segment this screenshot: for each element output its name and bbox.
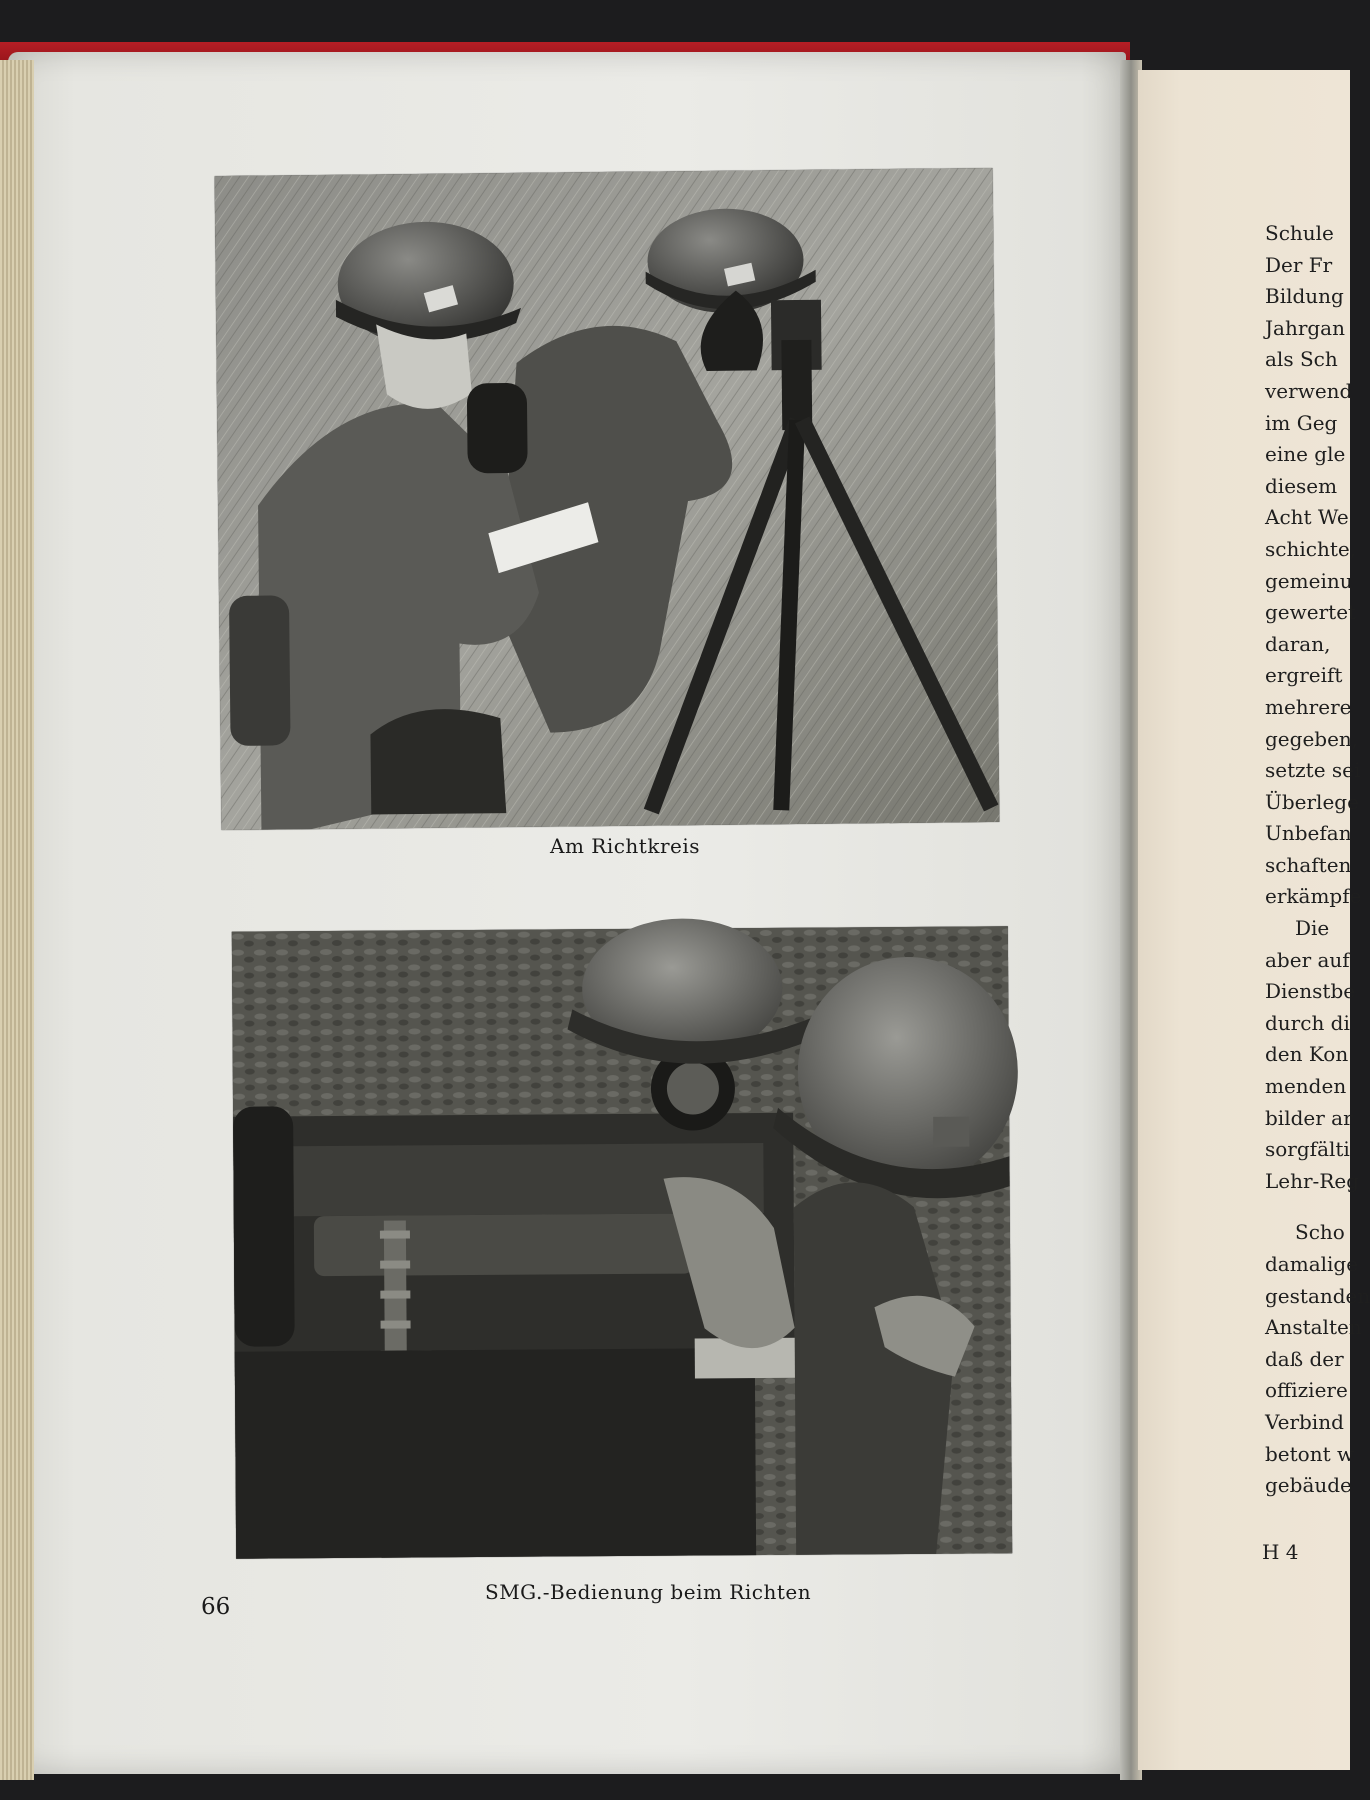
caption-aiming-circle: Am Richtkreis (550, 834, 701, 858)
text-line: setzte sei (1265, 758, 1361, 783)
paragraph-gap (1265, 1197, 1350, 1217)
text-line: Unbefan (1265, 821, 1352, 846)
text-line: Dienstbe (1265, 979, 1356, 1004)
text-line: sorgfälti (1265, 1137, 1350, 1162)
text-line: Jahrgan (1265, 315, 1345, 340)
text-line: den Kon (1265, 1042, 1349, 1067)
text-line: damalige (1265, 1252, 1359, 1276)
text-line: Verbind (1265, 1409, 1344, 1434)
right-page-text-column (1265, 218, 1370, 1502)
text-line: gemeinu (1265, 568, 1353, 593)
text-line: Der Fr (1265, 252, 1333, 277)
photo-machine-gun-crew (232, 926, 1012, 1558)
text-line: daran, (1265, 631, 1331, 656)
text-line: gestanden (1265, 1283, 1370, 1308)
text-line: im Geg (1265, 410, 1338, 435)
text-line: schichte, (1265, 536, 1357, 561)
text-line: Scho (1295, 1220, 1345, 1245)
text-line: Bildung (1265, 284, 1344, 309)
photo-machine-gun-crew-image (232, 926, 1012, 1558)
text-line: Anstalten (1265, 1315, 1362, 1340)
text-line: gewertet (1265, 600, 1357, 625)
text-line: verwend (1265, 378, 1353, 403)
text-line: Die (1295, 916, 1330, 941)
text-line: diesem (1265, 473, 1338, 498)
text-line: eine gle (1265, 442, 1346, 467)
text-line: menden (1265, 1074, 1347, 1099)
text-line: aber auf (1265, 947, 1350, 972)
text-line: betont w (1265, 1441, 1355, 1466)
page-block-edge (0, 60, 34, 1780)
text-line: bilder ar (1265, 1105, 1353, 1130)
text-line: Überlege (1265, 789, 1359, 814)
page-number: 66 (201, 1594, 231, 1620)
text-line: daß der (1265, 1346, 1344, 1371)
text-line: als Sch (1265, 347, 1338, 372)
printer-signature-mark: H 4 (1262, 1540, 1299, 1564)
photo-aiming-circle (215, 168, 1000, 830)
text-line: ergreift (1265, 663, 1343, 688)
text-line: gebäude (1265, 1473, 1352, 1498)
text-line: Acht We (1265, 505, 1349, 530)
photo-aiming-circle-image (215, 168, 1000, 830)
text-line: offiziere (1265, 1378, 1348, 1403)
text-line: erkämpfe (1265, 884, 1362, 909)
text-line: Lehr-Reg (1265, 1168, 1360, 1193)
caption-machine-gun-crew: SMG.-Bedienung beim Richten (485, 1580, 812, 1604)
text-line: schaften (1265, 852, 1352, 877)
text-line: Schule (1265, 221, 1334, 245)
text-line: mehrere (1265, 694, 1352, 719)
text-line: durch di (1265, 1010, 1350, 1035)
text-line: gegeben, (1265, 726, 1359, 751)
